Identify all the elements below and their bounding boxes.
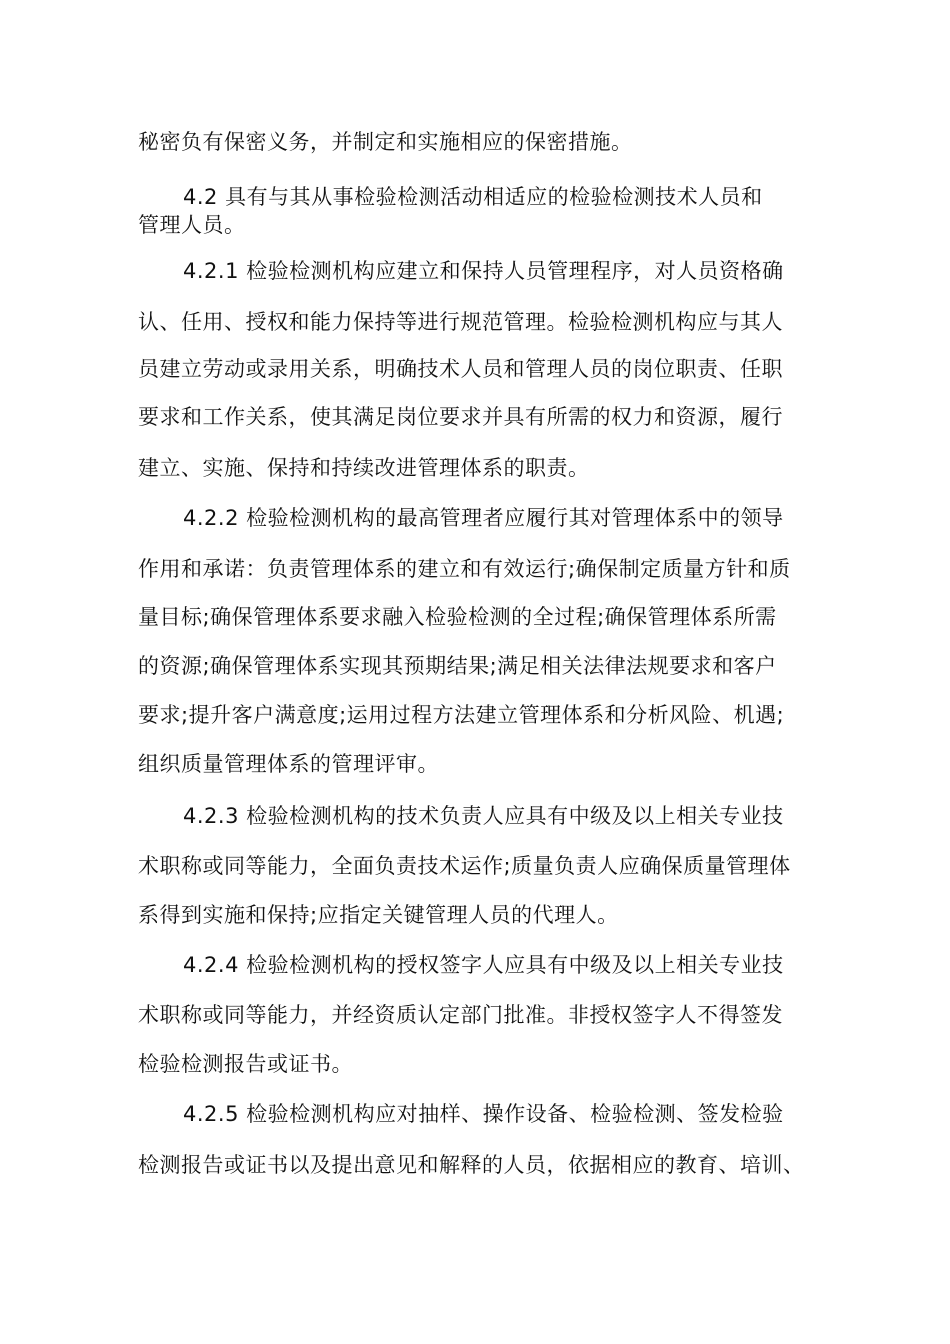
text-line: 员建立劳动或录用关系，明确技术人员和管理人员的岗位职责、任职 [138, 357, 783, 381]
clause-4-2-2: 4.2.2 检验检测机构的最高管理者应履行其对管理体系中的领导 [183, 506, 784, 530]
text-line: 组织质量管理体系的管理评审。 [138, 752, 439, 776]
text-line: 术职称或同等能力，全面负责技术运作;质量负责人应确保质量管理体 [138, 854, 791, 878]
text-line: 管理人员。 [138, 213, 246, 237]
text-line: 术职称或同等能力，并经资质认定部门批准。非授权签字人不得签发 [138, 1003, 783, 1027]
clause-4-2-4: 4.2.4 检验检测机构的授权签字人应具有中级及以上相关专业技 [183, 953, 784, 977]
clause-4-2-5: 4.2.5 检验检测机构应对抽样、操作设备、检验检测、签发检验 [183, 1102, 784, 1126]
text-line: 要求和工作关系，使其满足岗位要求并具有所需的权力和资源，履行 [138, 405, 783, 429]
text-line: 建立、实施、保持和持续改进管理体系的职责。 [138, 456, 590, 480]
text-line: 量目标;确保管理体系要求融入检验检测的全过程;确保管理体系所需 [138, 605, 777, 629]
section-heading-4-2: 4.2 具有与其从事检验检测活动相适应的检验检测技术人员和 [183, 185, 763, 209]
text-line: 检验检测报告或证书。 [138, 1052, 353, 1076]
text-line: 秘密负有保密义务，并制定和实施相应的保密措施。 [138, 130, 633, 154]
text-line: 的资源;确保管理体系实现其预期结果;满足相关法律法规要求和客户 [138, 654, 777, 678]
clause-4-2-3: 4.2.3 检验检测机构的技术负责人应具有中级及以上相关专业技 [183, 804, 784, 828]
text-line: 作用和承诺：负责管理体系的建立和有效运行;确保制定质量方针和质 [138, 557, 791, 581]
text-line: 认、任用、授权和能力保持等进行规范管理。检验检测机构应与其人 [138, 310, 783, 334]
text-line: 检测报告或证书以及提出意见和解释的人员，依据相应的教育、培训、 [138, 1153, 805, 1177]
text-line: 要求;提升客户满意度;运用过程方法建立管理体系和分析风险、机遇; [138, 703, 785, 727]
text-line: 系得到实施和保持;应指定关键管理人员的代理人。 [138, 903, 619, 927]
clause-4-2-1: 4.2.1 检验检测机构应建立和保持人员管理程序，对人员资格确 [183, 259, 784, 283]
